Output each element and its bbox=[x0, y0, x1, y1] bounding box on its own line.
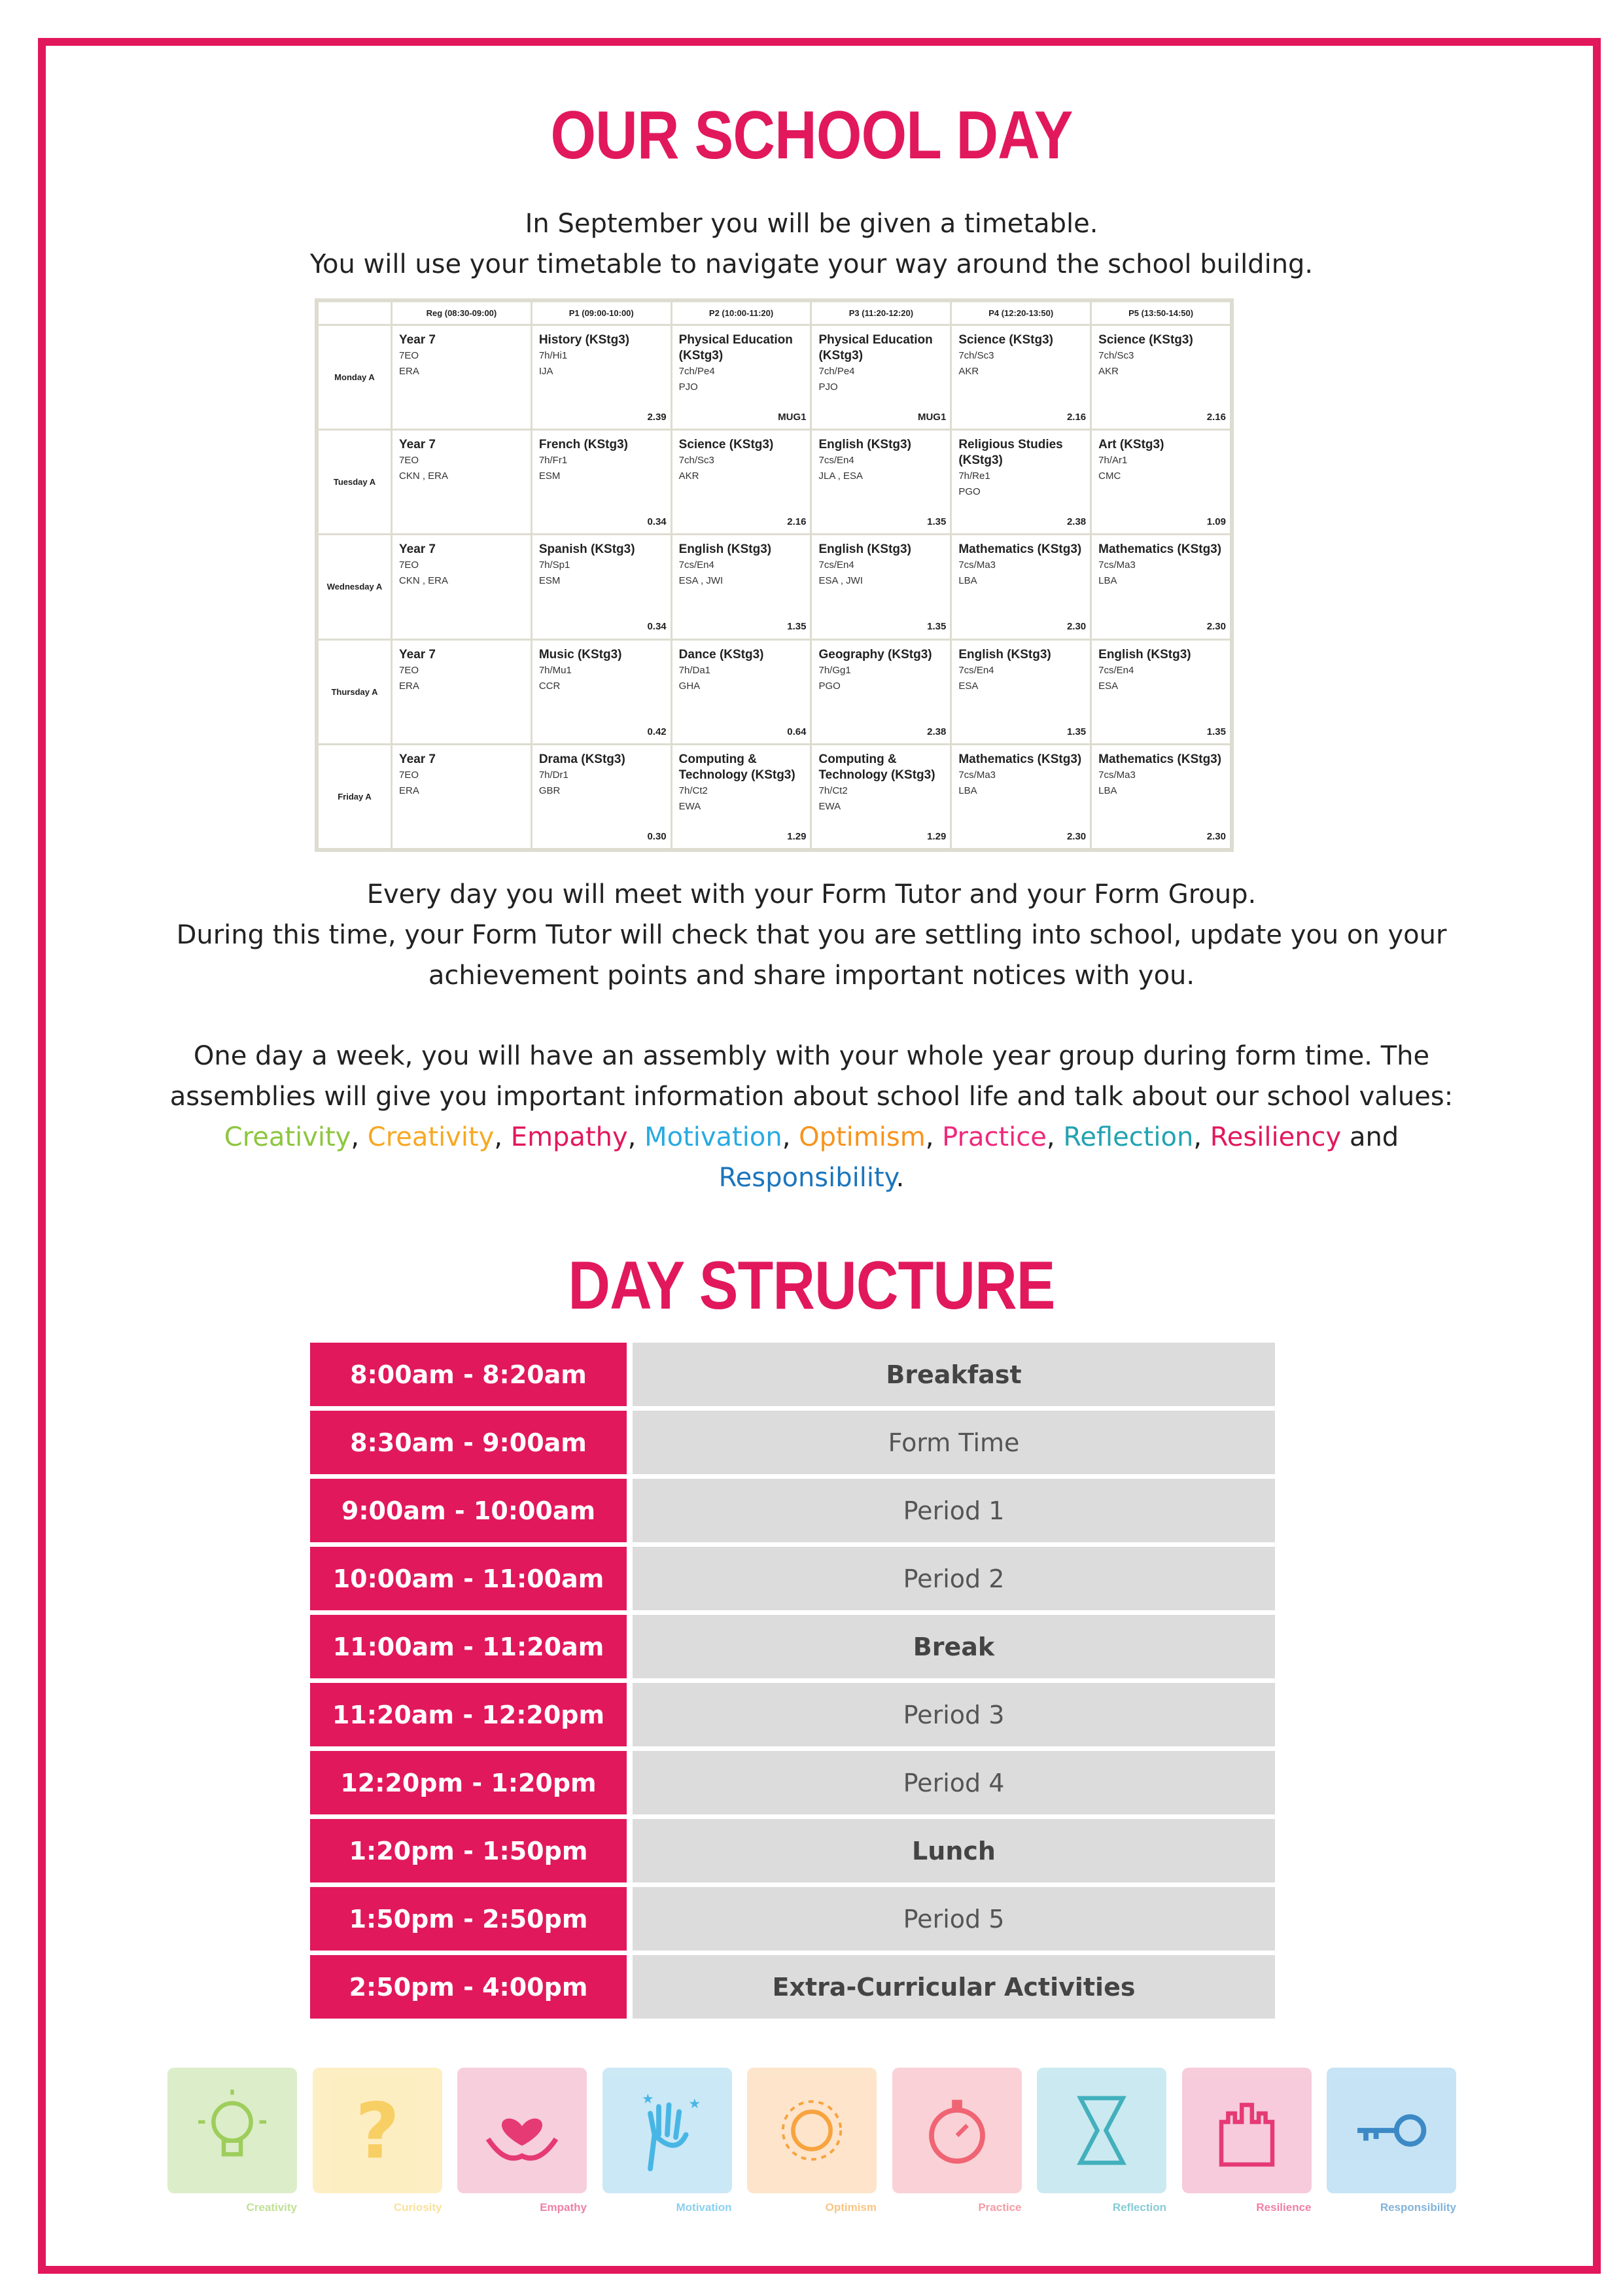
timetable-cell bbox=[811, 430, 951, 535]
lesson bbox=[1092, 326, 1230, 427]
lesson-subject: English (KStg3) bbox=[958, 647, 1051, 662]
lesson-detail: 7ch/Sc3 bbox=[1098, 350, 1134, 361]
lesson-room: 1.35 bbox=[927, 516, 947, 528]
separator: , bbox=[782, 1122, 791, 1152]
lesson-detail: ESM bbox=[538, 575, 561, 587]
lesson-detail: CMC bbox=[1098, 470, 1121, 482]
intro-line-2: You will use your timetable to navigate your way around the school building. bbox=[309, 249, 1314, 279]
hands-heart-icon bbox=[457, 2068, 587, 2193]
lesson-subject: Geography (KStg3) bbox=[818, 647, 932, 662]
timetable-cell bbox=[671, 325, 811, 430]
timetable-cell bbox=[531, 325, 671, 430]
timetable-column-header: P1 (09:00-10:00) bbox=[531, 302, 671, 325]
lesson-detail: ERA bbox=[399, 366, 419, 377]
lesson bbox=[672, 326, 811, 427]
timetable bbox=[315, 298, 1234, 852]
lesson-room: 2.16 bbox=[1206, 412, 1226, 423]
lesson-subject: Science (KStg3) bbox=[678, 438, 774, 452]
lesson-subject: Mathematics (KStg3) bbox=[1098, 542, 1222, 557]
lesson-detail: PJO bbox=[818, 381, 838, 393]
lesson bbox=[1092, 431, 1230, 531]
lesson-detail: AKR bbox=[958, 366, 979, 377]
timetable-cell bbox=[671, 639, 811, 744]
values-icon-strip bbox=[167, 2068, 1456, 2214]
time-slot: 8:00am - 8:20am bbox=[310, 1343, 627, 1406]
castle-icon bbox=[1182, 2068, 1312, 2193]
lesson-subject: Year 7 bbox=[399, 438, 436, 452]
lesson bbox=[1092, 641, 1230, 741]
time-slot: 9:00am - 10:00am bbox=[310, 1479, 627, 1542]
conjunction: and bbox=[1349, 1122, 1399, 1152]
lesson-subject: French (KStg3) bbox=[538, 438, 629, 452]
lesson-detail: 7h/Fr1 bbox=[538, 455, 568, 467]
school-values-list bbox=[224, 1122, 1399, 1193]
timetable-cell bbox=[951, 639, 1091, 744]
lesson-room: 2.39 bbox=[647, 412, 667, 423]
sun-icon bbox=[747, 2068, 877, 2193]
lesson-subject: English (KStg3) bbox=[818, 542, 911, 557]
timetable-row bbox=[318, 325, 1231, 430]
timetable-cell bbox=[671, 535, 811, 639]
timetable-header-row bbox=[318, 302, 1231, 325]
activity: Break bbox=[633, 1615, 1275, 1678]
lesson-detail: 7cs/Ma3 bbox=[1098, 769, 1136, 781]
form-time-line-1: Every day you will meet with your Form Tutor and your Form Group. bbox=[366, 879, 1257, 910]
lesson-subject: Science (KStg3) bbox=[1098, 333, 1193, 347]
value-word: Practice bbox=[942, 1122, 1047, 1152]
lesson-detail: 7cs/En4 bbox=[818, 559, 854, 571]
day-structure-row bbox=[310, 1887, 1275, 1951]
value-tile bbox=[1037, 2068, 1166, 2214]
timetable-cell bbox=[531, 430, 671, 535]
lesson bbox=[672, 535, 811, 636]
day-structure-title: DAY STRUCTURE bbox=[568, 1248, 1055, 1324]
activity: Period 3 bbox=[633, 1683, 1275, 1746]
lesson bbox=[393, 326, 531, 427]
timetable-day-label: Tuesday A bbox=[318, 430, 392, 535]
value-word: Empathy bbox=[510, 1122, 628, 1152]
value-tile bbox=[313, 2068, 442, 2214]
timetable-cell bbox=[811, 325, 951, 430]
lesson-subject: Religious Studies (KStg3) bbox=[958, 438, 1063, 468]
value-tile bbox=[1327, 2068, 1456, 2214]
activity: Period 4 bbox=[633, 1751, 1275, 1814]
timetable-cell bbox=[392, 639, 532, 744]
timetable-row bbox=[318, 535, 1231, 639]
lesson bbox=[1092, 745, 1230, 846]
timetable-cell bbox=[392, 325, 532, 430]
lesson bbox=[532, 745, 671, 846]
page-title: OUR SCHOOL DAY bbox=[550, 97, 1073, 173]
value-word: Reflection bbox=[1063, 1122, 1194, 1152]
lesson-detail: 7h/Ar1 bbox=[1098, 455, 1128, 467]
separator: , bbox=[1046, 1122, 1055, 1152]
lesson-detail: 7EO bbox=[399, 455, 419, 467]
lightbulb-icon bbox=[167, 2068, 297, 2193]
timetable-column-header: Reg (08:30-09:00) bbox=[392, 302, 532, 325]
timetable-cell bbox=[951, 744, 1091, 849]
value-label: Reflection bbox=[1112, 2201, 1166, 2214]
assembly-intro: One day a week, you will have an assembly with your whole year group during form time. The assemblies will give you important information about school life and talk about our school values: bbox=[169, 1041, 1454, 1112]
lesson-room: 1.35 bbox=[1066, 726, 1087, 737]
stopwatch-icon bbox=[892, 2068, 1022, 2193]
value-word: Creativity bbox=[367, 1122, 495, 1152]
lesson bbox=[1092, 535, 1230, 636]
lesson-detail: CCR bbox=[538, 680, 561, 692]
separator: , bbox=[925, 1122, 934, 1152]
lesson bbox=[532, 641, 671, 741]
lesson bbox=[812, 326, 950, 427]
value-tile bbox=[167, 2068, 297, 2214]
lesson-subject: Physical Education (KStg3) bbox=[678, 333, 793, 362]
lesson-detail: 7ch/Sc3 bbox=[678, 455, 714, 467]
timetable-day-label: Monday A bbox=[318, 325, 392, 430]
lesson-detail: 7EO bbox=[399, 559, 419, 571]
timetable-cell bbox=[671, 744, 811, 849]
lesson-detail: 7cs/Ma3 bbox=[958, 769, 996, 781]
key-icon bbox=[1327, 2068, 1456, 2193]
value-label: Responsibility bbox=[1380, 2201, 1456, 2214]
lesson-detail: GBR bbox=[538, 785, 561, 796]
activity: Form Time bbox=[633, 1411, 1275, 1474]
lesson-detail: ESM bbox=[538, 470, 561, 482]
lesson bbox=[812, 641, 950, 741]
lesson-room: 2.30 bbox=[1066, 830, 1087, 842]
lesson-room: 1.09 bbox=[1206, 516, 1226, 528]
lesson bbox=[812, 431, 950, 531]
lesson-detail: PGO bbox=[958, 486, 981, 498]
separator: , bbox=[494, 1122, 503, 1152]
lesson bbox=[532, 535, 671, 636]
value-tile bbox=[1182, 2068, 1312, 2214]
value-label: Practice bbox=[978, 2201, 1022, 2214]
lesson-room: 0.30 bbox=[647, 830, 667, 842]
lesson bbox=[952, 535, 1090, 636]
lesson-subject: Year 7 bbox=[399, 333, 436, 347]
lesson-detail: 7h/Gg1 bbox=[818, 664, 851, 676]
timetable-cell bbox=[531, 535, 671, 639]
lesson bbox=[812, 535, 950, 636]
value-label: Empathy bbox=[540, 2201, 587, 2214]
lesson-detail: GHA bbox=[678, 680, 701, 692]
lesson-subject: Drama (KStg3) bbox=[538, 752, 625, 766]
lesson-room: 2.16 bbox=[1066, 412, 1087, 423]
lesson-detail: 7cs/En4 bbox=[1098, 664, 1134, 676]
lesson-room: 2.38 bbox=[927, 726, 947, 737]
value-label: Resilience bbox=[1256, 2201, 1312, 2214]
svg-text:?: ? bbox=[355, 2088, 400, 2173]
lesson-detail: 7h/Da1 bbox=[678, 664, 711, 676]
timetable-column-header bbox=[318, 302, 392, 325]
lesson-detail: LBA bbox=[958, 575, 977, 587]
lesson bbox=[672, 431, 811, 531]
timetable-column-header: P2 (10:00-11:20) bbox=[671, 302, 811, 325]
intro-line-1: In September you will be given a timetable. bbox=[525, 209, 1098, 239]
lesson-detail: 7h/Dr1 bbox=[538, 769, 568, 781]
lesson-detail: 7cs/En4 bbox=[818, 455, 854, 467]
lesson-subject: Spanish (KStg3) bbox=[538, 542, 635, 557]
activity: Period 5 bbox=[633, 1887, 1275, 1951]
lesson-detail: EWA bbox=[818, 800, 841, 812]
lesson-detail: ERA bbox=[399, 680, 419, 692]
lesson-room: 1.35 bbox=[787, 621, 807, 633]
day-structure-row bbox=[310, 1751, 1275, 1814]
lesson-subject: English (KStg3) bbox=[678, 542, 772, 557]
intro-text bbox=[131, 203, 1492, 285]
lesson-room: 1.29 bbox=[787, 830, 807, 842]
lesson-room: 1.35 bbox=[927, 621, 947, 633]
lesson-subject: Physical Education (KStg3) bbox=[818, 333, 933, 362]
timetable-cell bbox=[1091, 430, 1231, 535]
activity: Lunch bbox=[633, 1819, 1275, 1882]
timetable-cell bbox=[811, 535, 951, 639]
lesson bbox=[393, 535, 531, 636]
lesson-detail: 7h/Mu1 bbox=[538, 664, 572, 676]
lesson bbox=[672, 641, 811, 741]
day-structure-row bbox=[310, 1411, 1275, 1474]
lesson bbox=[952, 745, 1090, 846]
timetable-cell bbox=[531, 744, 671, 849]
day-structure-row bbox=[310, 1615, 1275, 1678]
lesson-detail: 7ch/Pe4 bbox=[678, 366, 715, 377]
timetable-cell bbox=[531, 639, 671, 744]
value-label: Optimism bbox=[825, 2201, 877, 2214]
lesson-room: 2.16 bbox=[787, 516, 807, 528]
reaching-hand-icon bbox=[602, 2068, 732, 2193]
lesson-subject: Mathematics (KStg3) bbox=[1098, 752, 1222, 766]
lesson-detail: 7EO bbox=[399, 350, 419, 361]
lesson bbox=[532, 326, 671, 427]
lesson-detail: LBA bbox=[958, 785, 977, 796]
lesson-room: MUG1 bbox=[778, 412, 807, 423]
lesson-subject: Mathematics (KStg3) bbox=[958, 542, 1082, 557]
lesson-detail: 7EO bbox=[399, 664, 419, 676]
timetable-day-label: Thursday A bbox=[318, 639, 392, 744]
lesson-detail: 7cs/En4 bbox=[958, 664, 994, 676]
lesson bbox=[952, 641, 1090, 741]
time-slot: 10:00am - 11:00am bbox=[310, 1547, 627, 1610]
lesson-detail: ESA bbox=[1098, 680, 1119, 692]
lesson-room: 2.38 bbox=[1066, 516, 1087, 528]
day-structure-row bbox=[310, 1343, 1275, 1406]
lesson-detail: EWA bbox=[678, 800, 701, 812]
svg-text:★: ★ bbox=[641, 2091, 654, 2107]
lesson bbox=[672, 745, 811, 846]
timetable-row bbox=[318, 639, 1231, 744]
value-tile bbox=[602, 2068, 732, 2214]
timetable-cell bbox=[392, 535, 532, 639]
timetable-row bbox=[318, 430, 1231, 535]
lesson-room: 0.64 bbox=[787, 726, 807, 737]
lesson-room: 2.30 bbox=[1066, 621, 1087, 633]
lesson-detail: 7cs/Ma3 bbox=[1098, 559, 1136, 571]
lesson-subject: English (KStg3) bbox=[1098, 647, 1191, 662]
activity: Period 2 bbox=[633, 1547, 1275, 1610]
value-label: Creativity bbox=[246, 2201, 297, 2214]
lesson-detail: 7cs/En4 bbox=[678, 559, 714, 571]
value-label: Motivation bbox=[676, 2201, 732, 2214]
value-tile bbox=[892, 2068, 1022, 2214]
lesson-detail: 7ch/Sc3 bbox=[958, 350, 994, 361]
period: . bbox=[896, 1163, 905, 1193]
separator: , bbox=[627, 1122, 637, 1152]
time-slot: 11:00am - 11:20am bbox=[310, 1615, 627, 1678]
lesson bbox=[393, 641, 531, 741]
form-time-text bbox=[131, 874, 1492, 996]
timetable-cell bbox=[671, 430, 811, 535]
timetable-day-label: Friday A bbox=[318, 744, 392, 849]
lesson-room: 2.30 bbox=[1206, 621, 1226, 633]
lesson-subject: Dance (KStg3) bbox=[678, 647, 764, 662]
lesson-subject: Year 7 bbox=[399, 542, 436, 557]
lesson-subject: Mathematics (KStg3) bbox=[958, 752, 1082, 766]
time-slot: 8:30am - 9:00am bbox=[310, 1411, 627, 1474]
day-structure-row bbox=[310, 1819, 1275, 1882]
lesson-detail: JLA , ESA bbox=[818, 470, 864, 482]
day-structure-table bbox=[310, 1343, 1275, 2023]
time-slot: 11:20am - 12:20pm bbox=[310, 1683, 627, 1746]
separator: , bbox=[351, 1122, 360, 1152]
timetable-column-header: P4 (12:20-13:50) bbox=[951, 302, 1091, 325]
lesson-room: 1.35 bbox=[1206, 726, 1226, 737]
value-word: Optimism bbox=[799, 1122, 926, 1152]
lesson-subject: Year 7 bbox=[399, 647, 436, 662]
activity: Period 1 bbox=[633, 1479, 1275, 1542]
value-word: Responsibility bbox=[718, 1163, 896, 1193]
lesson-detail: PGO bbox=[818, 680, 841, 692]
lesson-detail: CKN , ERA bbox=[399, 575, 449, 587]
lesson bbox=[952, 431, 1090, 531]
lesson-detail: ERA bbox=[399, 785, 419, 796]
value-label: Curiosity bbox=[393, 2201, 442, 2214]
svg-text:★: ★ bbox=[688, 2096, 701, 2112]
timetable-cell bbox=[1091, 535, 1231, 639]
timetable-cell bbox=[392, 430, 532, 535]
timetable-day-label: Wednesday A bbox=[318, 535, 392, 639]
time-slot: 2:50pm - 4:00pm bbox=[310, 1955, 627, 2019]
lesson-detail: ESA , JWI bbox=[678, 575, 724, 587]
lesson bbox=[393, 745, 531, 846]
lesson-room: 2.30 bbox=[1206, 830, 1226, 842]
day-structure-row bbox=[310, 1479, 1275, 1542]
activity: Extra-Curricular Activities bbox=[633, 1955, 1275, 2019]
lesson bbox=[393, 431, 531, 531]
value-word: Creativity bbox=[224, 1122, 351, 1152]
time-slot: 1:20pm - 1:50pm bbox=[310, 1819, 627, 1882]
lesson bbox=[812, 745, 950, 846]
lesson-detail: LBA bbox=[1098, 575, 1117, 587]
lesson-detail: 7h/Sp1 bbox=[538, 559, 570, 571]
day-structure-row bbox=[310, 1547, 1275, 1610]
lesson-subject: Computing & Technology (KStg3) bbox=[678, 752, 795, 782]
lesson-subject: Music (KStg3) bbox=[538, 647, 622, 662]
lesson-detail: 7h/Ct2 bbox=[818, 785, 848, 796]
lesson-detail: AKR bbox=[1098, 366, 1119, 377]
lesson-subject: Art (KStg3) bbox=[1098, 438, 1164, 452]
activity: Breakfast bbox=[633, 1343, 1275, 1406]
timetable-cell bbox=[951, 325, 1091, 430]
lesson-subject: History (KStg3) bbox=[538, 333, 630, 347]
value-word: Resiliency bbox=[1210, 1122, 1342, 1152]
lesson-subject: Science (KStg3) bbox=[958, 333, 1053, 347]
time-slot: 12:20pm - 1:20pm bbox=[310, 1751, 627, 1814]
lesson-detail: IJA bbox=[538, 366, 553, 377]
assembly-text bbox=[131, 1036, 1492, 1198]
lesson bbox=[952, 326, 1090, 427]
lesson-detail: 7h/Re1 bbox=[958, 470, 990, 482]
lesson-detail: ESA , JWI bbox=[818, 575, 863, 587]
lesson-subject: Year 7 bbox=[399, 752, 436, 766]
lesson-room: 0.34 bbox=[647, 621, 667, 633]
hourglass-icon bbox=[1037, 2068, 1166, 2193]
lesson-room: MUG1 bbox=[917, 412, 947, 423]
time-slot: 1:50pm - 2:50pm bbox=[310, 1887, 627, 1951]
timetable-cell bbox=[392, 744, 532, 849]
separator: , bbox=[1193, 1122, 1202, 1152]
lesson-subject: English (KStg3) bbox=[818, 438, 911, 452]
day-structure-row bbox=[310, 1955, 1275, 2019]
value-tile bbox=[747, 2068, 877, 2214]
lesson-detail: 7h/Ct2 bbox=[678, 785, 708, 796]
lesson-detail: 7EO bbox=[399, 769, 419, 781]
lesson-detail: CKN , ERA bbox=[399, 470, 449, 482]
timetable-cell bbox=[811, 744, 951, 849]
lesson-detail: ESA bbox=[958, 680, 979, 692]
timetable-row bbox=[318, 744, 1231, 849]
value-tile bbox=[457, 2068, 587, 2214]
lesson-subject: Computing & Technology (KStg3) bbox=[818, 752, 935, 782]
lesson-detail: 7h/Hi1 bbox=[538, 350, 568, 361]
timetable-column-header: P5 (13:50-14:50) bbox=[1091, 302, 1231, 325]
form-time-line-2: During this time, your Form Tutor will check that you are settling into school, update you on your achievement points and share important notices with you. bbox=[176, 920, 1447, 991]
lesson-detail: 7ch/Pe4 bbox=[818, 366, 855, 377]
lesson-detail: PJO bbox=[678, 381, 698, 393]
day-structure-row bbox=[310, 1683, 1275, 1746]
lesson-detail: LBA bbox=[1098, 785, 1117, 796]
lesson-room: 0.42 bbox=[647, 726, 667, 737]
lesson bbox=[532, 431, 671, 531]
lesson-detail: 7cs/Ma3 bbox=[958, 559, 996, 571]
timetable-cell bbox=[811, 639, 951, 744]
timetable-column-header: P3 (11:20-12:20) bbox=[811, 302, 951, 325]
timetable-cell bbox=[951, 430, 1091, 535]
timetable-cell bbox=[1091, 639, 1231, 744]
timetable-cell bbox=[951, 535, 1091, 639]
lesson-room: 1.29 bbox=[927, 830, 947, 842]
timetable-cell bbox=[1091, 325, 1231, 430]
lesson-room: 0.34 bbox=[647, 516, 667, 528]
question-mark-icon bbox=[313, 2068, 442, 2193]
lesson-detail: AKR bbox=[678, 470, 699, 482]
value-word: Motivation bbox=[644, 1122, 782, 1152]
timetable-cell bbox=[1091, 744, 1231, 849]
